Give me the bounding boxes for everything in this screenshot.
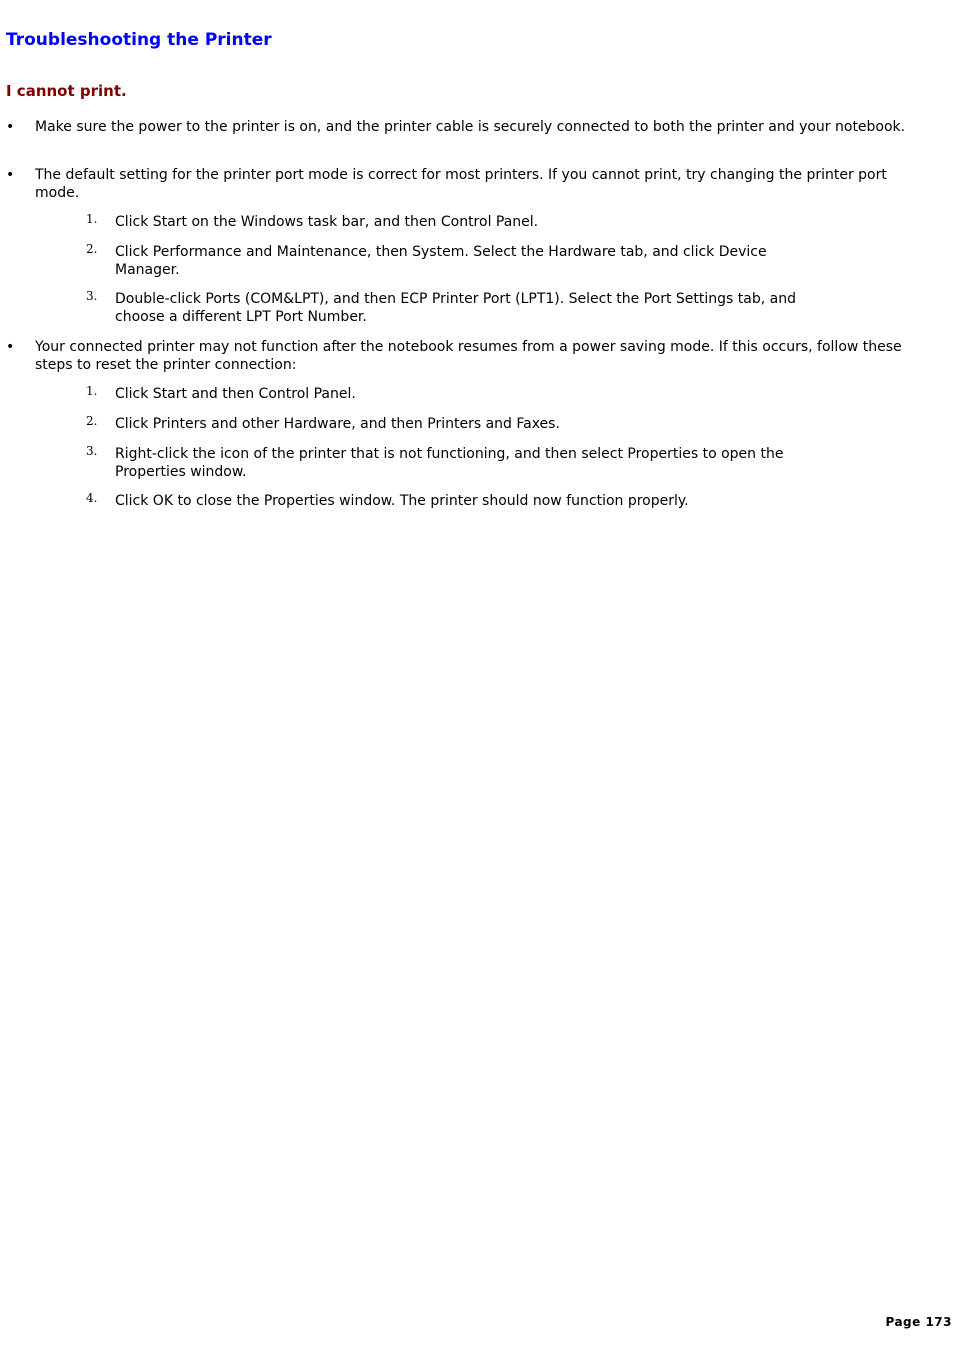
list-item <box>0 290 860 326</box>
bullet-text: The default setting for the printer port mode is correct for most printers. If you cannot print, try changing the printer port mode. <box>35 167 887 201</box>
page-number: Page 173 <box>885 1315 952 1329</box>
step-text: Double-click Ports (COM&LPT), and then ECP Printer Port (LPT1). Select the Port Settings tab, and choose a different LPT Port Number. <box>115 291 796 325</box>
step-number: 3. <box>86 289 98 303</box>
bullet-item <box>0 338 930 374</box>
step-text: Right-click the icon of the printer that is not functioning, and then select Properties to open the Properties window. <box>115 446 784 480</box>
bullet-dot-icon: • <box>6 167 15 183</box>
step-text: Click Performance and Maintenance, then System. Select the Hardware tab, and click Device Manager. <box>115 244 767 278</box>
bullet-dot-icon: • <box>6 119 15 135</box>
step-text: Click OK to close the Properties window. The printer should now function properly. <box>115 493 689 509</box>
step-number: 3. <box>86 444 98 458</box>
bullet-text: Your connected printer may not function after the notebook resumes from a power saving mode. If this occurs, follow these steps to reset the printer connection: <box>35 339 902 373</box>
list-item <box>0 445 860 481</box>
step-text: Click Printers and other Hardware, and then Printers and Faxes. <box>115 416 560 432</box>
list-item <box>0 385 860 403</box>
bullet-text: Make sure the power to the printer is on, and the printer cable is securely connected to both the printer and your notebook. <box>35 119 906 135</box>
step-number: 2. <box>86 414 98 428</box>
list-item <box>0 243 860 279</box>
page-title: Troubleshooting the Printer <box>6 30 272 50</box>
step-number: 4. <box>86 491 98 505</box>
bullet-dot-icon: • <box>6 339 15 355</box>
list-item <box>0 415 860 433</box>
step-number: 1. <box>86 384 98 398</box>
list-item <box>0 492 860 510</box>
bullet-item <box>0 118 930 136</box>
list-item <box>0 213 860 231</box>
step-text: Click Start and then Control Panel. <box>115 386 356 402</box>
step-text: Click Start on the Windows task bar, and then Control Panel. <box>115 214 539 230</box>
bullet-item <box>0 166 930 202</box>
section-heading: I cannot print. <box>6 82 127 100</box>
step-number: 2. <box>86 242 98 256</box>
step-number: 1. <box>86 212 98 226</box>
